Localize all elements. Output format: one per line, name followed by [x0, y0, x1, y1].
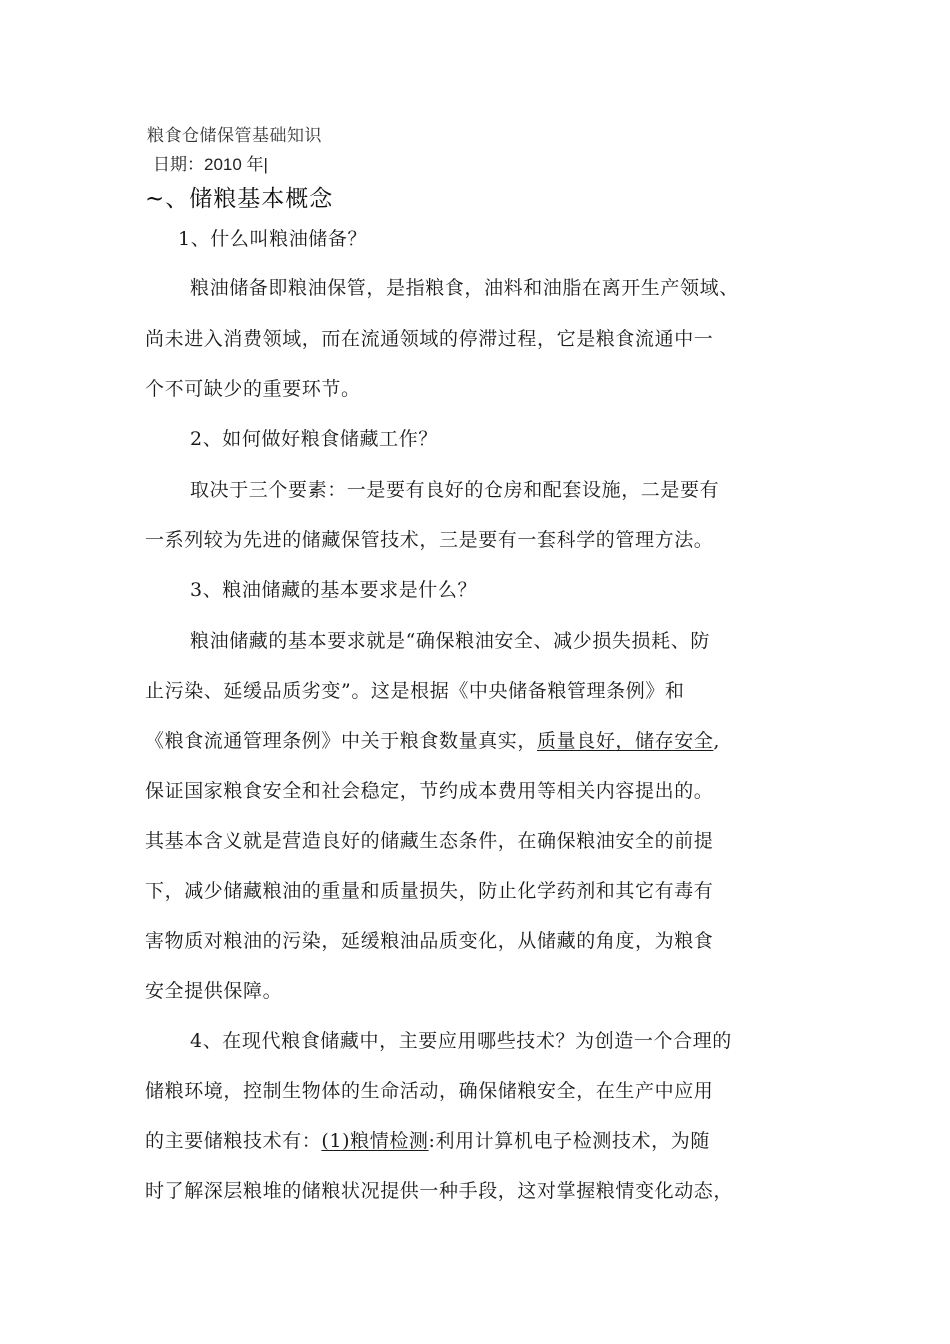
paragraph-4-line-4: 时了解深层粮堆的储粮状况提供一种手段，这对掌握粮情变化动态， — [145, 1180, 734, 1202]
paragraph-3-line-5: 其基本含义就是营造良好的储藏生态条件，在确保粮油安全的前提 — [145, 830, 714, 852]
paragraph-4-line-1: 4、在现代粮食储藏中，主要应用哪些技术？为创造一个合理的 — [190, 1030, 732, 1052]
question-2: 2、如何做好粮食储藏工作？ — [190, 428, 438, 450]
paragraph-4-line-3 — [145, 1129, 710, 1153]
paragraph-3-line-3 — [145, 729, 720, 753]
paragraph-2-line-2: 一系列较为先进的储藏保管技术，三是要有一套科学的管理方法。 — [145, 529, 714, 551]
question-1: 1、什么叫粮油储备？ — [178, 228, 368, 250]
paragraph-4-line-3-tail: :利用计算机电子检测技术，为随 — [428, 1130, 710, 1152]
paragraph-3-line-3-tail: , — [713, 730, 721, 752]
paragraph-3-line-1: 粮油储藏的基本要求就是“确保粮油安全、减少损失损耗、防 — [190, 630, 710, 652]
paragraph-1-line-1: 粮油储备即粮油保管，是指粮食，油料和油脂在离开生产领域、 — [190, 277, 739, 299]
date-value: 2010 年| — [204, 155, 268, 174]
paragraph-3-line-6: 下，减少储藏粮油的重量和质量损失，防止化学药剂和其它有毒有 — [145, 880, 714, 902]
paragraph-1-line-3: 个不可缺少的重要环节。 — [145, 378, 361, 400]
paragraph-3-line-4: 保证国家粮食安全和社会稳定，节约成本费用等相关内容提出的。 — [145, 780, 714, 802]
paragraph-2-line-1: 取决于三个要素：一是要有良好的仓房和配套设施，二是要有 — [190, 479, 720, 501]
document-title: 粮食仓储保管基础知识 — [147, 126, 322, 146]
paragraph-1-line-2: 尚未进入消费领域，而在流通领域的停滞过程，它是粮食流通中一 — [145, 328, 714, 350]
section-heading: ~、储粮基本概念 — [145, 186, 334, 212]
paragraph-3-line-7: 害物质对粮油的污染，延缓粮油品质变化，从储藏的角度，为粮食 — [145, 930, 714, 952]
paragraph-3-line-3-text: 《粮食流通管理条例》中关于粮食数量真实， — [145, 730, 538, 752]
paragraph-4-line-3-text: 的主要储粮技术有： — [145, 1130, 322, 1152]
underlined-phrase-grain-monitoring: (1)粮情检测 — [321, 1130, 429, 1152]
paragraph-3-line-8: 安全提供保障。 — [145, 980, 283, 1002]
paragraph-3-line-2: 止污染、延缓品质劣变”。这是根据《中央储备粮管理条例》和 — [145, 680, 685, 702]
date-label: 日期： — [153, 155, 204, 175]
document-date — [153, 150, 268, 175]
paragraph-4-line-2: 储粮环境，控制生物体的生命活动，确保储粮安全，在生产中应用 — [145, 1080, 714, 1102]
underlined-phrase-quality: 质量良好，储存安全 — [537, 730, 714, 752]
question-3: 3、粮油储藏的基本要求是什么？ — [190, 579, 478, 601]
